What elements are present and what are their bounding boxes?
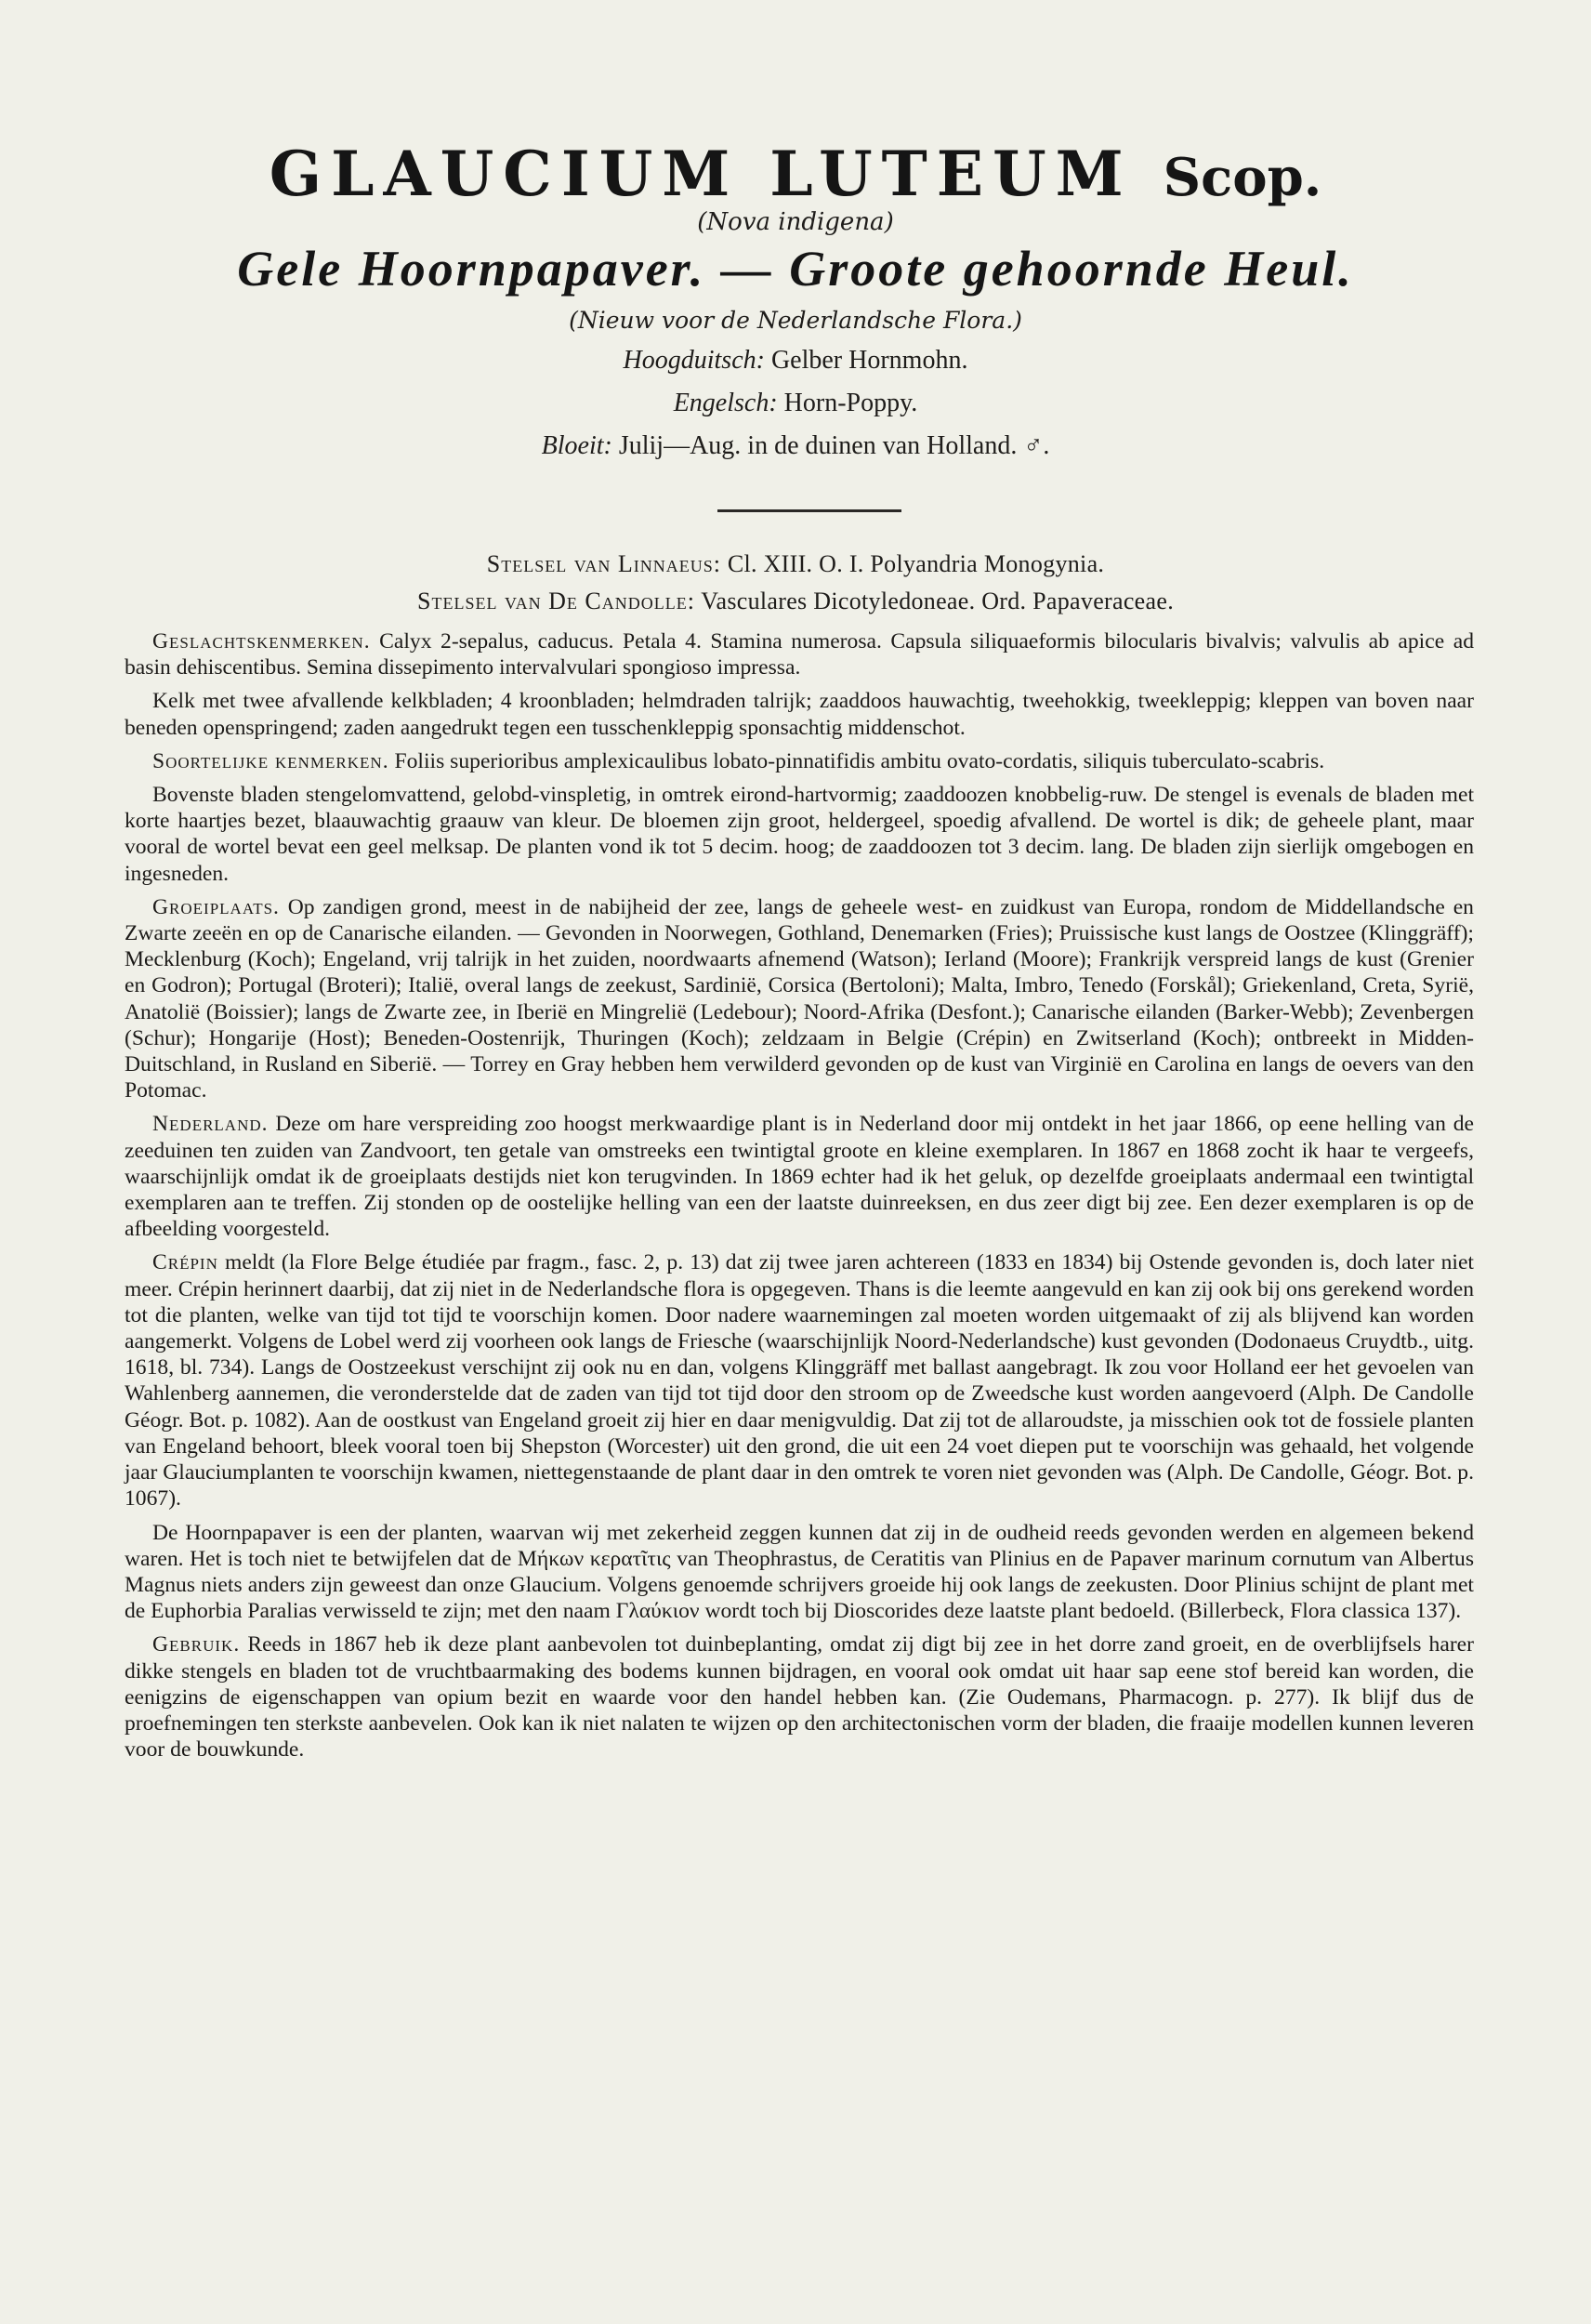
stelsel-candolle-label: Stelsel van De Candolle:	[417, 588, 695, 614]
bloeit-value: Julij—Aug. in de duinen van Holland. ♂.	[618, 431, 1050, 460]
paragraph-heading: Crépin	[152, 1250, 218, 1275]
paragraph-heading: Soortelijke kenmerken.	[152, 748, 389, 773]
paragraph-text: Op zandigen grond, meest in de nabijheid der zee, langs de geheele west- en zuidkust van Europa, rondom de Middellandsche en Zwarte zeeën en op de Canarische eilanden. — Gevonden in Noorwegen, Gothland, Denemarken (Fries); Pruissische kust langs de Oostzee (Klinggräff); Mecklenburg (Koch); Engeland, vrij talrijk in het zuiden, noordwaarts afnemend (Watson); Ierland (Moore); Frankrijk verspreid langs de kust (Grenier en Godron); Portugal (Broteri); Italië, overal langs de zeekust, Sardinië, Corsica (Bertoloni); Malta, Imbro, Tenedo (Forskål); Griekenland, Creta, Syrië, Anatolië (Boissier); langs de Zwarte zee, in Iberië en Mingrelië (Ledebour); Noord-Afrika (Desfont.); Canarische eilanden (Barker-Webb); Zevenbergen (Schur); Hongarije (Host); Beneden-Oostenrijk, Thuringen (Koch); zeldzaam in Belgie (Crépin) en Zwitserland (Koch); ontbreekt in Midden-Duitschland, in Rusland en Siberië. — Torrey en Gray hebben hem verwilderd gevonden op de kust van Virginië en Carolina en langs de oevers van den Potomac.	[125, 894, 1474, 1103]
divider-rule	[717, 509, 901, 512]
species-author: Scop.	[1163, 147, 1322, 208]
paragraph-text: meldt (la Flore Belge étudiée par fragm., fasc. 2, p. 13) dat zij twee jaren achtereen (1833 en 1834) bij Ostende gevonden is, doch later niet meer. Crépin herinnert daarbij, dat zij niet in de Nederlandsche flora is opgegeven. Thans is die leemte aangevuld en kan zij ook bij ons gerekend worden tot die planten, welke van tijd tot tijd te voorschijn komen. Door nadere waarnemingen zal moeten worden uitgemaakt of zij als blijvend kan worden aangemerkt. Volgens de Lobel werd zij voorheen ook langs de Friesche (waarschijnlijk Noord-Nederlandsche) kust gevonden (Dodonaeus Cruydtb., uitg. 1618, bl. 734). Langs de Oostzeekust verschijnt zij ook nu en dan, volgens Klinggräff met ballast aangebragt. Ik zou voor Holland eer het gevoelen van Wahlenberg aannemen, die veronderstelde dat de zaden van tijd tot tijd door den stroom op de Zweedsche kust worden aangevoerd (Alph. De Candolle Géogr. Bot. p. 1082). Aan de oostkust van Engeland groeit zij hier en daar menigvuldig. Dat zij tot de allaroudste, ja misschien ook tot de fossiele planten van Engeland behoort, bleek vooral toen bij Shepston (Worcester) uit den grond, die uit een 24 voet diepen put te voorschijn was gehaald, het volgende jaar Glauciumplanten te voorschijn kwamen, niettegenstaande de plant daar in den omtrek te voren niet gevonden was (Alph. De Candolle, Géogr. Bot. p. 1067).	[125, 1250, 1474, 1512]
stelsel-candolle-value: Vasculares Dicotyledoneae. Ord. Papaveraceae.	[701, 588, 1174, 614]
engelsch-line	[0, 389, 1591, 418]
engelsch-label: Engelsch:	[673, 389, 778, 417]
paragraph-nederland	[125, 1111, 1474, 1242]
hoogduitsch-value: Gelber Hornmohn.	[770, 346, 968, 375]
paragraph-heading: Nederland.	[152, 1112, 269, 1137]
stelsel-linnaeus-label: Stelsel van Linnaeus:	[486, 550, 722, 577]
paragraph-heading: Geslachtskenmerken.	[152, 629, 371, 654]
paragraph-heading: Gebruik.	[152, 1632, 241, 1657]
paragraph-soortelijke	[125, 748, 1474, 774]
stelsel-candolle	[0, 588, 1591, 615]
paragraph-text: De Hoornpapaver is een der planten, waarvan wij met zekerheid zeggen kunnen dat zij in de oudheid reeds gevonden werden en algemeen bekend waren. Het is toch niet te betwijfelen dat de Μήκων κερατῖτις van Theophrastus, de Ceratitis van Plinius en de Papaver marinum cornutum van Albertus Magnus niets anders zijn geweest dan onze Glaucium. Volgens genoemde schrijvers groeide hij ook langs de zeekusten. Door Plinius schijnt de plant met de Euphorbia Paralias verwisseld te zijn; met den naam Γλαύκιον wordt toch bij Dioscorides deze laatste plant bedoeld. (Billerbeck, Flora classica 137).	[125, 1520, 1474, 1624]
nova-indigena: (Nova indigena)	[697, 208, 894, 236]
species-title	[0, 138, 1591, 210]
body-text	[125, 628, 1474, 1770]
paragraph-text: Bovenste bladen stengelomvattend, gelobd-vinspletig, in omtrek eirond-hartvormig; zaaddoozen knobbelig-ruw. De stengel is evenals de bladen met korte haartjes bezet, blaauwachtig graauw van kleur. De bloemen zijn groot, heldergeel, spoedig afvallend. De wortel is dik; de geheele plant, maar vooral de wortel bevat een geel melksap. De planten vond ik tot 5 decim. hoog; de zaaddoozen tot 3 decim. lang. De bladen zijn sierlijk omgebogen en ingesneden.	[125, 783, 1474, 886]
bloeit-line	[0, 431, 1591, 461]
paragraph-heading: Groeiplaats.	[152, 894, 280, 919]
paragraph-geslachtskenmerken	[125, 628, 1474, 680]
paragraph-hoornpapaver	[125, 1520, 1474, 1625]
stelsel-linnaeus	[0, 550, 1591, 578]
hoogduitsch-line	[0, 346, 1591, 376]
nieuw-note: (Nieuw voor de Nederlandsche Flora.)	[569, 307, 1022, 334]
paragraph-text: Kelk met twee afvallende kelkbladen; 4 kroonbladen; helmdraden talrijk; zaaddoos hauwachtig, tweehokkig, tweekleppig; kleppen van boven naar beneden openspringend; zaden aangedrukt tegen een tusschenkleppig sponsachtig middenschot.	[125, 689, 1474, 740]
paragraph-bovenste	[125, 782, 1474, 887]
paragraph-kelk	[125, 688, 1474, 740]
bloeit-label: Bloeit:	[541, 431, 612, 460]
hoogduitsch-label: Hoogduitsch:	[623, 346, 765, 375]
paragraph-text: Foliis superioribus amplexicaulibus lobato-pinnatifidis ambitu ovato-cordatis, siliquis tuberculato-scabris.	[394, 748, 1325, 773]
paragraph-crepin	[125, 1249, 1474, 1512]
species-name: GLAUCIUM LUTEUM	[269, 138, 1133, 210]
dutch-names: Gele Hoornpapaver. — Groote gehoornde Heul.	[237, 241, 1354, 297]
paragraph-text: Calyx 2-sepalus, caducus. Petala 4. Stamina numerosa. Capsula siliquaeformis bilocularis bivalvis; valvulis ab apice ad basin dehiscentibus. Semina dissepimento intervalvulari spongioso impressa.	[125, 629, 1474, 680]
paragraph-groeiplaats	[125, 894, 1474, 1104]
engelsch-value: Horn-Poppy.	[783, 389, 918, 417]
paragraph-gebruik	[125, 1631, 1474, 1763]
stelsel-linnaeus-value: Cl. XIII. O. I. Polyandria Monogynia.	[727, 550, 1105, 577]
paragraph-text: Reeds in 1867 heb ik deze plant aanbevolen tot duinbeplanting, omdat zij digt bij zee in het dorre zand groeit, en de overblijfsels harer dikke stengels en bladen tot de vruchtbaarmaking des bodems kunnen bijdragen, en vooral ook omdat uit haar sap eene stof bereid kan worden, die eenigzins de eigenschappen van opium bezit en waarde voor den handel hebben kan. (Zie Oudemans, Pharmacogn. p. 277). Ik blijf dus de proefnemingen ten sterkste aanbevelen. Ook kan ik niet nalaten te wijzen op den architectonischen vorm der bladen, die fraaije modellen kunnen leveren voor de bouwkunde.	[125, 1632, 1474, 1763]
paragraph-text: Deze om hare verspreiding zoo hoogst merkwaardige plant is in Nederland door mij ontdekt in het jaar 1866, op eene helling van de zeeduinen ten zuiden van Zandvoort, ten getale van omstreeks een twintigtal groote en kleine exemplaren. In 1867 en 1868 zocht ik haar te vergeefs, waarschijnlijk omdat ik de groeiplaats destijds niet kon terugvinden. In 1869 echter had ik het geluk, op dezelfde groeiplaats andermaal een twintigtal exemplaren aan te treffen. Zij stonden op de oostelijke helling van een der laatste duinreeksen, en dus zeer digt bij zee. Een dezer exemplaren is op de afbeelding voorgesteld.	[125, 1112, 1474, 1242]
